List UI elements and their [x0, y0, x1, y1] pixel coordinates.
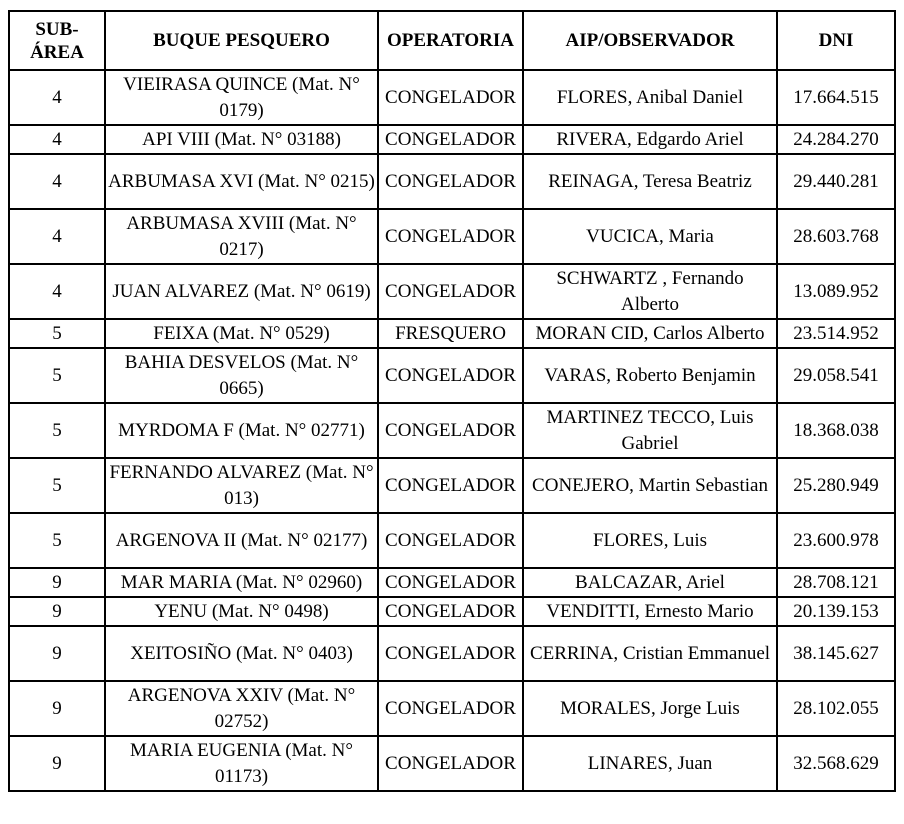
cell-operatoria: CONGELADOR — [378, 264, 523, 319]
cell-buque: ARBUMASA XVIII (Mat. N° 0217) — [105, 209, 378, 264]
cell-dni: 25.280.949 — [777, 458, 895, 513]
cell-dni: 23.600.978 — [777, 513, 895, 568]
table-row — [9, 626, 895, 681]
cell-subarea: 4 — [9, 154, 105, 209]
table-row — [9, 597, 895, 626]
cell-operatoria: CONGELADOR — [378, 626, 523, 681]
cell-observador: FLORES, Luis — [523, 513, 777, 568]
cell-subarea: 9 — [9, 681, 105, 736]
cell-operatoria: CONGELADOR — [378, 681, 523, 736]
cell-observador: REINAGA, Teresa Beatriz — [523, 154, 777, 209]
observers-table — [8, 10, 896, 792]
cell-buque: FEIXA (Mat. N° 0529) — [105, 319, 378, 348]
cell-subarea: 4 — [9, 264, 105, 319]
cell-buque: ARGENOVA II (Mat. N° 02177) — [105, 513, 378, 568]
table-row — [9, 681, 895, 736]
table-row — [9, 348, 895, 403]
cell-operatoria: CONGELADOR — [378, 70, 523, 125]
cell-buque: XEITOSIÑO (Mat. N° 0403) — [105, 626, 378, 681]
cell-dni: 20.139.153 — [777, 597, 895, 626]
table-row — [9, 319, 895, 348]
cell-subarea: 9 — [9, 736, 105, 791]
cell-buque: MARIA EUGENIA (Mat. N° 01173) — [105, 736, 378, 791]
cell-dni: 32.568.629 — [777, 736, 895, 791]
cell-operatoria: CONGELADOR — [378, 458, 523, 513]
cell-subarea: 4 — [9, 70, 105, 125]
header-subarea: SUB-ÁREA — [9, 11, 105, 70]
cell-dni: 38.145.627 — [777, 626, 895, 681]
cell-observador: MORALES, Jorge Luis — [523, 681, 777, 736]
cell-buque: VIEIRASA QUINCE (Mat. N° 0179) — [105, 70, 378, 125]
cell-buque: BAHIA DESVELOS (Mat. N° 0665) — [105, 348, 378, 403]
cell-buque: ARGENOVA XXIV (Mat. N° 02752) — [105, 681, 378, 736]
cell-buque: YENU (Mat. N° 0498) — [105, 597, 378, 626]
table-row — [9, 568, 895, 597]
cell-operatoria: CONGELADOR — [378, 209, 523, 264]
cell-observador: FLORES, Anibal Daniel — [523, 70, 777, 125]
cell-operatoria: CONGELADOR — [378, 154, 523, 209]
cell-observador: VUCICA, Maria — [523, 209, 777, 264]
cell-dni: 28.102.055 — [777, 681, 895, 736]
cell-operatoria: FRESQUERO — [378, 319, 523, 348]
table-row — [9, 154, 895, 209]
cell-subarea: 5 — [9, 319, 105, 348]
cell-observador: RIVERA, Edgardo Ariel — [523, 125, 777, 154]
table-row — [9, 70, 895, 125]
cell-buque: ARBUMASA XVI (Mat. N° 0215) — [105, 154, 378, 209]
cell-subarea: 9 — [9, 626, 105, 681]
cell-subarea: 4 — [9, 209, 105, 264]
table-row — [9, 458, 895, 513]
cell-operatoria: CONGELADOR — [378, 125, 523, 154]
table-header — [9, 11, 895, 70]
cell-observador: SCHWARTZ , Fernando Alberto — [523, 264, 777, 319]
cell-buque: FERNANDO ALVAREZ (Mat. N° 013) — [105, 458, 378, 513]
cell-subarea: 9 — [9, 597, 105, 626]
cell-subarea: 4 — [9, 125, 105, 154]
cell-observador: VARAS, Roberto Benjamin — [523, 348, 777, 403]
cell-dni: 29.440.281 — [777, 154, 895, 209]
cell-subarea: 5 — [9, 403, 105, 458]
table-row — [9, 125, 895, 154]
cell-operatoria: CONGELADOR — [378, 403, 523, 458]
cell-subarea: 5 — [9, 513, 105, 568]
cell-buque: JUAN ALVAREZ (Mat. N° 0619) — [105, 264, 378, 319]
cell-dni: 18.368.038 — [777, 403, 895, 458]
cell-subarea: 5 — [9, 458, 105, 513]
cell-dni: 13.089.952 — [777, 264, 895, 319]
table-row — [9, 403, 895, 458]
cell-dni: 24.284.270 — [777, 125, 895, 154]
cell-observador: MORAN CID, Carlos Alberto — [523, 319, 777, 348]
cell-dni: 28.708.121 — [777, 568, 895, 597]
header-observador: AIP/OBSERVADOR — [523, 11, 777, 70]
header-buque: BUQUE PESQUERO — [105, 11, 378, 70]
table-body — [9, 70, 895, 791]
cell-operatoria: CONGELADOR — [378, 568, 523, 597]
cell-observador: MARTINEZ TECCO, Luis Gabriel — [523, 403, 777, 458]
cell-dni: 17.664.515 — [777, 70, 895, 125]
cell-operatoria: CONGELADOR — [378, 736, 523, 791]
cell-buque: MYRDOMA F (Mat. N° 02771) — [105, 403, 378, 458]
cell-operatoria: CONGELADOR — [378, 597, 523, 626]
cell-buque: API VIII (Mat. N° 03188) — [105, 125, 378, 154]
cell-buque: MAR MARIA (Mat. N° 02960) — [105, 568, 378, 597]
cell-dni: 23.514.952 — [777, 319, 895, 348]
cell-observador: VENDITTI, Ernesto Mario — [523, 597, 777, 626]
table-row — [9, 513, 895, 568]
cell-operatoria: CONGELADOR — [378, 513, 523, 568]
header-row — [9, 11, 895, 70]
cell-observador: LINARES, Juan — [523, 736, 777, 791]
header-dni: DNI — [777, 11, 895, 70]
table-row — [9, 264, 895, 319]
cell-observador: CERRINA, Cristian Emmanuel — [523, 626, 777, 681]
cell-dni: 29.058.541 — [777, 348, 895, 403]
cell-observador: BALCAZAR, Ariel — [523, 568, 777, 597]
cell-subarea: 5 — [9, 348, 105, 403]
cell-operatoria: CONGELADOR — [378, 348, 523, 403]
cell-dni: 28.603.768 — [777, 209, 895, 264]
table-row — [9, 736, 895, 791]
header-operatoria: OPERATORIA — [378, 11, 523, 70]
cell-observador: CONEJERO, Martin Sebastian — [523, 458, 777, 513]
cell-subarea: 9 — [9, 568, 105, 597]
table-row — [9, 209, 895, 264]
